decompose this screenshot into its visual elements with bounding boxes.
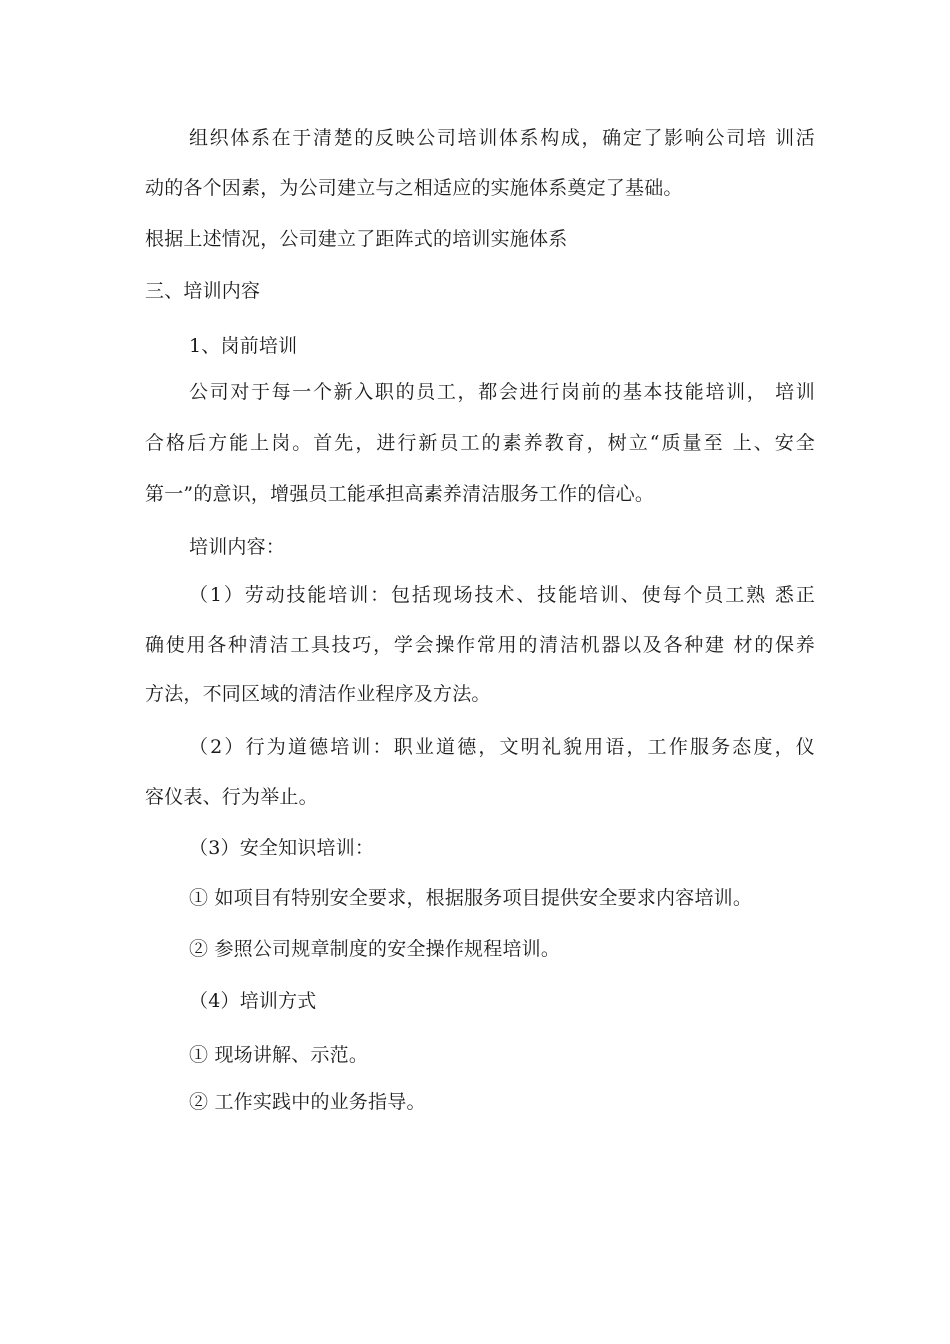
list-item: ② 工作实践中的业务指导。	[189, 1091, 426, 1113]
paragraph-line: 培训内容：	[189, 536, 286, 558]
paragraph-line: 方法，不同区域的清洁作业程序及方法。	[145, 683, 491, 705]
paragraph-line: 公司对于每一个新入职的员工，都会进行岗前的基本技能培训， 培训	[189, 381, 815, 403]
paragraph-line: （3）安全知识培训：	[189, 837, 375, 859]
list-item: ① 如项目有特别安全要求，根据服务项目提供安全要求内容培训。	[189, 887, 753, 909]
paragraph-line: 动的各个因素，为公司建立与之相适应的实施体系奠定了基础。	[145, 177, 683, 199]
paragraph-line: 根据上述情况，公司建立了距阵式的培训实施体系	[145, 228, 568, 250]
paragraph-line: （4）培训方式	[189, 990, 317, 1012]
subsection-heading: 1、岗前培训	[189, 335, 298, 357]
list-item: ① 现场讲解、示范。	[189, 1044, 369, 1066]
paragraph-line: 组织体系在于清楚的反映公司培训体系构成，确定了影响公司培 训活	[189, 127, 815, 149]
paragraph-line: 确使用各种清洁工具技巧，学会操作常用的清洁机器以及各种建 材的保养	[145, 634, 815, 656]
paragraph-line: 第一”的意识，增强员工能承担高素养清洁服务工作的信心。	[145, 483, 655, 505]
paragraph-line: 合格后方能上岗。首先，进行新员工的素养教育，树立“质量至 上、安全	[145, 432, 815, 454]
section-heading: 三、培训内容	[145, 280, 261, 302]
paragraph-line: （2）行为道德培训：职业道德，文明礼貌用语，工作服务态度，仪	[189, 736, 815, 758]
paragraph-line: 容仪表、行为举止。	[145, 786, 318, 808]
list-item: ② 参照公司规章制度的安全操作规程培训。	[189, 938, 561, 960]
paragraph-line: （1）劳动技能培训：包括现场技术、技能培训、使每个员工熟 悉正	[189, 584, 815, 606]
